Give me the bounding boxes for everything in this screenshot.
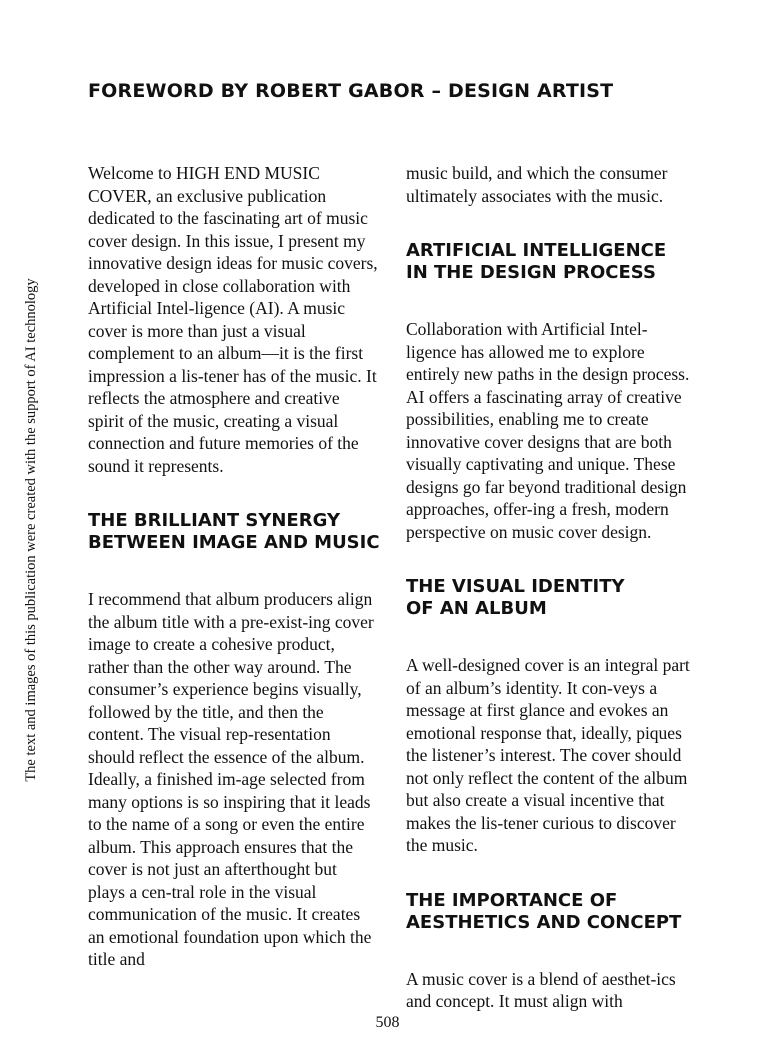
heading-line: THE IMPORTANCE OF: [406, 889, 618, 911]
right-column: [406, 162, 696, 1013]
heading-line: IN THE DESIGN PROCESS: [406, 262, 656, 283]
page-title: FOREWORD BY ROBERT GABOR – DESIGN ARTIST: [88, 80, 614, 102]
heading-line: ARTIFICIAL INTELLIGENCE: [406, 240, 667, 261]
page-number: 508: [375, 1014, 400, 1031]
ai-disclaimer-note: The text and images of this publication were created with the support of AI technology: [23, 278, 39, 782]
section-paragraph: Collaboration with Artificial Intel-ligence has allowed me to explore entirely new paths in the design process. AI offers a fascinating array of creative possibilities, enabling me to create innovative cover designs that are both visually captivating and unique. These designs go far beyond traditional design approaches, offer-ing a fresh, modern perspective on music cover design.: [406, 319, 690, 542]
section-heading: [88, 510, 378, 554]
section-paragraph: I recommend that album producers align the album title with a pre-exist-ing cover image to create a cohesive product, rather than the other way around. The consumer’s experience begins visually, followed by the title, and then the content. The visual rep-resentation should reflect the essence of the album. Ideally, a finished im-age selected from many options is so inspiring that it leads to the name of a song or even the entire album. This approach ensures that the cover is not just an afterthought but plays a cen-tral role in the visual communication of the music. It creates an emotional foundation upon which the title and: [88, 589, 374, 969]
heading-line: OF AN ALBUM: [406, 598, 547, 619]
section-paragraph: A well-designed cover is an integral part of an album’s identity. It con-veys a message at first glance and evokes an emotional response that, ideally, piques the listener’s interest. The cover should not only reflect the content of the album but also create a visual incentive that makes the lis-tener curious to discover the music.: [406, 655, 690, 855]
left-column: [88, 162, 378, 971]
heading-line: BETWEEN IMAGE AND MUSIC: [88, 532, 380, 553]
section-heading: [406, 576, 696, 620]
heading-line: AESTHETICS AND CONCEPT: [406, 911, 682, 933]
section-heading: [406, 890, 696, 934]
heading-line: THE VISUAL IDENTITY: [406, 576, 625, 597]
intro-paragraph: Welcome to HIGH END MUSIC COVER, an exclusive publication dedicated to the fascinating art of music cover design. In this issue, I present my innovative design ideas for music covers, developed in close collaboration with Artificial Intel-ligence (AI). A music cover is more than just a visual complement to an album—it is the first impression a lis-tener has of the music. It reflects the atmosphere and creative spirit of the music, creating a visual connection and future memories of the sound it represents.: [88, 163, 378, 476]
section-heading: [406, 240, 696, 284]
section-paragraph: A music cover is a blend of aesthet-ics and concept. It must align with: [406, 968, 676, 1011]
heading-line: THE BRILLIANT SYNERGY: [88, 510, 340, 531]
continued-paragraph: music build, and which the consumer ultimately associates with the music.: [406, 163, 668, 206]
